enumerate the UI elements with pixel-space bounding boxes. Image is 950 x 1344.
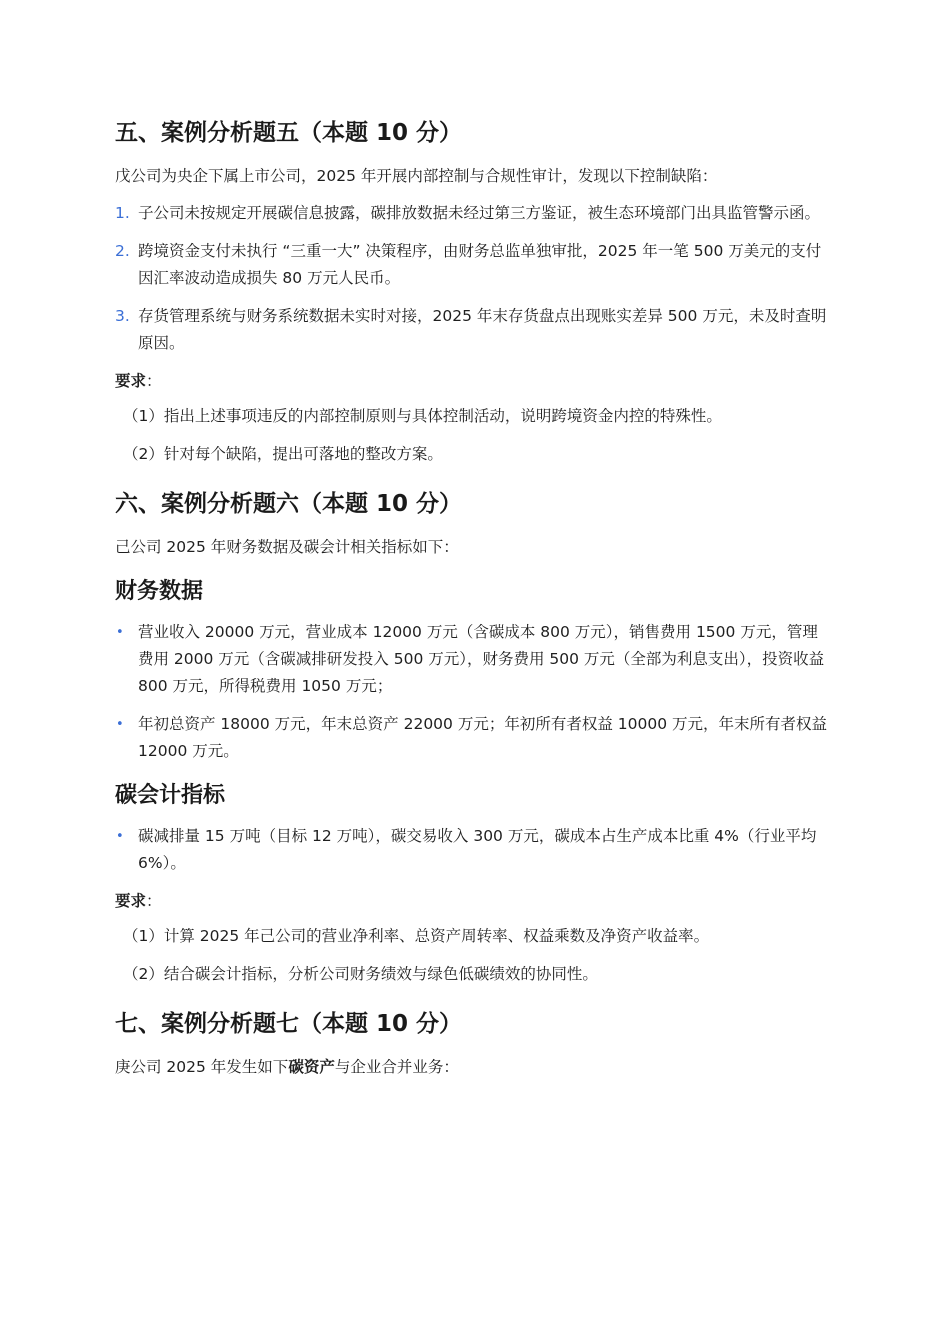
requirement-item: （1）计算 2025 年己公司的营业净利率、总资产周转率、权益乘数及净资产收益率。 — [123, 927, 710, 945]
list-item — [115, 823, 832, 877]
section-five-intro: 戊公司为央企下属上市公司，2025 年开展内部控制与合规性审计，发现以下控制缺陷： — [115, 167, 718, 185]
section-five — [115, 115, 832, 468]
requirements-label: 要求： — [115, 372, 162, 390]
list-item — [115, 238, 832, 292]
bold-term: 碳资产 — [288, 1058, 335, 1076]
list-item — [115, 619, 832, 700]
list-item — [115, 200, 832, 227]
section-seven — [115, 1006, 832, 1081]
list-item — [115, 303, 832, 357]
requirement-item: （2）针对每个缺陷，提出可落地的整改方案。 — [123, 445, 443, 463]
requirement-item: （1）指出上述事项违反的内部控制原则与具体控制活动，说明跨境资金内控的特殊性。 — [123, 407, 722, 425]
list-number: 3. — [115, 307, 130, 325]
list-item-text: 存货管理系统与财务系统数据未实时对接，2025 年末存货盘点出现账实差异 500 万元，未及时查明原因。 — [138, 307, 827, 352]
list-number: 1. — [115, 204, 130, 222]
section-seven-intro: 庚公司 2025 年发生如下碳资产与企业合并业务： — [115, 1058, 459, 1076]
list-number: 2. — [115, 242, 130, 260]
section-seven-title: 七、案例分析题七（本题 10 分） — [115, 1011, 463, 1037]
section-six — [115, 486, 832, 988]
carbon-indicator-list — [115, 823, 832, 877]
bullet-icon: • — [116, 625, 124, 640]
list-item-text: 碳减排量 15 万吨（目标 12 万吨），碳交易收入 300 万元，碳成本占生产成本比重 4%（行业平均 6%）。 — [138, 827, 817, 872]
list-item-text: 营业收入 20000 万元，营业成本 12000 万元（含碳成本 800 万元），销售费用 1500 万元，管理费用 2000 万元（含碳减排研发投入 500 万元），财务费用 500 万元（全部为利息支出），投资收益 800 万元，所得税费用 1050 万元； — [138, 623, 825, 695]
section-five-defect-list — [115, 200, 832, 357]
section-five-title: 五、案例分析题五（本题 10 分） — [115, 120, 463, 146]
bullet-icon: • — [116, 717, 124, 732]
requirement-item: （2）结合碳会计指标，分析公司财务绩效与绿色低碳绩效的协同性。 — [123, 965, 598, 983]
list-item-text: 年初总资产 18000 万元，年末总资产 22000 万元；年初所有者权益 10000 万元，年末所有者权益 12000 万元。 — [138, 715, 827, 760]
financial-data-list — [115, 619, 832, 765]
financial-data-heading: 财务数据 — [115, 579, 204, 604]
bullet-icon: • — [116, 829, 124, 844]
carbon-accounting-heading: 碳会计指标 — [115, 783, 226, 808]
list-item-text: 子公司未按规定开展碳信息披露，碳排放数据未经过第三方鉴证，被生态环境部门出具监管警示函。 — [138, 204, 821, 222]
section-six-intro: 己公司 2025 年财务数据及碳会计相关指标如下： — [115, 538, 459, 556]
requirements-label: 要求： — [115, 892, 162, 910]
section-six-title: 六、案例分析题六（本题 10 分） — [115, 491, 463, 517]
list-item-text: 跨境资金支付未执行 “三重一大” 决策程序，由财务总监单独审批，2025 年一笔 500 万美元的支付因汇率波动造成损失 80 万元人民币。 — [138, 242, 822, 287]
list-item — [115, 711, 832, 765]
